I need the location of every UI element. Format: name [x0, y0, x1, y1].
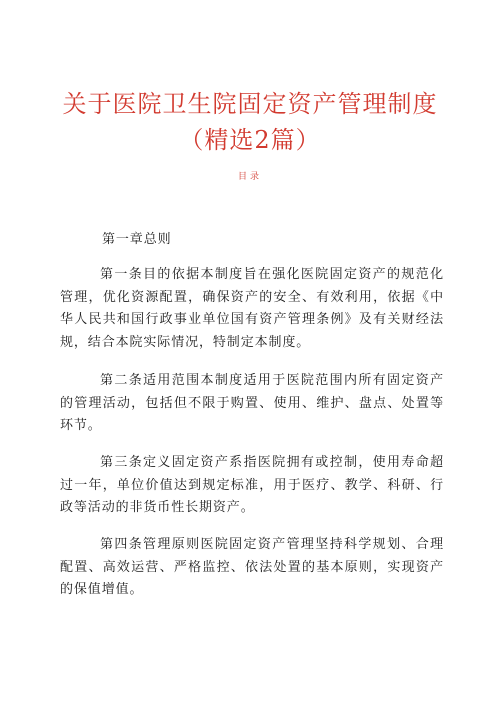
chapter-heading: 第一章总则 — [102, 232, 172, 247]
article-1-paragraph: 第一条目的依据本制度旨在强化医院固定资产的规范化管理，优化资源配置，确保资产的安全、有效利用，依据《中华人民共和国行政事业单位国有资产管理条例》及有关财经法规，结合本院实际情况，特制定本制度。 — [60, 267, 444, 350]
article-3-paragraph: 第三条定义固定资产系指医院拥有或控制，使用寿命超过一年，单位价值达到规定标准，用于医疗、教学、科研、行政等活动的非货币性长期资产。 — [60, 455, 444, 515]
document-title: 关于医院卫生院固定资产管理制度 — [62, 90, 438, 118]
article-2-paragraph: 第二条适用范围本制度适用于医院范围内所有固定资产的管理活动，包括但不限于购置、使用、维护、盘点、处置等环节。 — [60, 373, 444, 433]
document-subtitle: （精选2篇） — [179, 126, 321, 154]
article-4-paragraph: 第四条管理原则医院固定资产管理坚持科学规划、合理配置、高效运营、严格监控、依法处置的基本原则，实现资产的保值增值。 — [60, 537, 444, 597]
toc-label: 目录 — [237, 172, 262, 182]
